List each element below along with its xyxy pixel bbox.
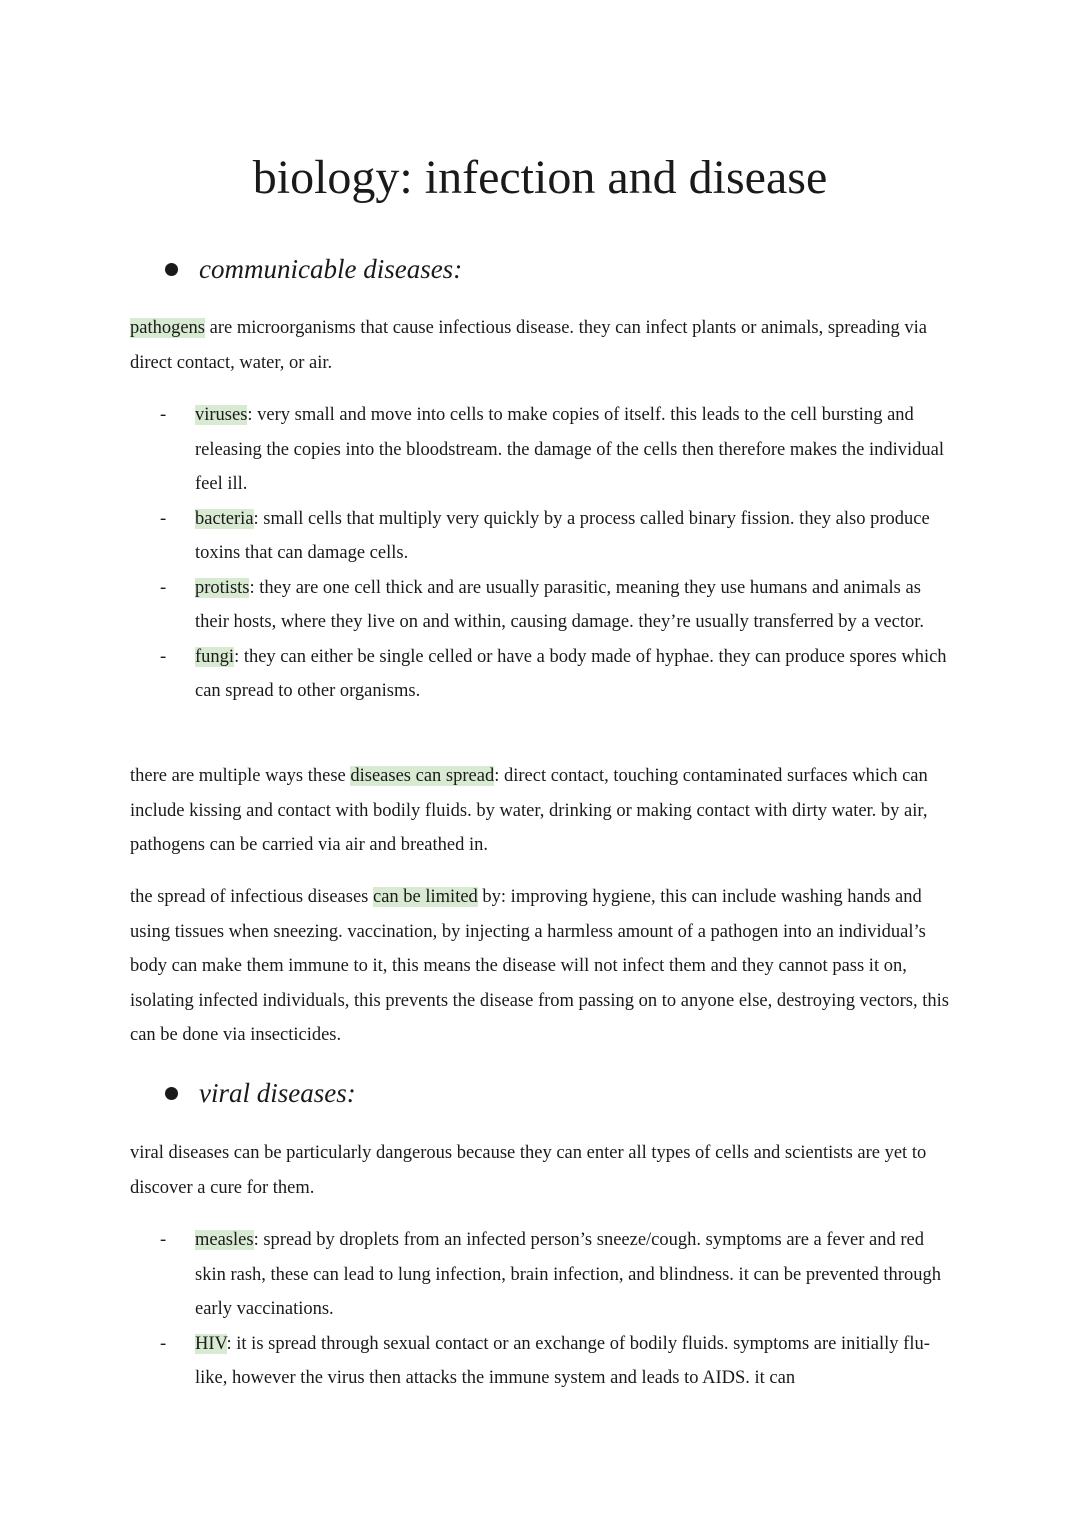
list-item-text: : very small and move into cells to make copies of itself. this leads to the cell bursting and releasing the copies into the bloodstream. the damage of the cells then therefore makes the individual feel ill. — [195, 405, 944, 494]
section-heading-label: viral diseases: — [199, 1078, 356, 1108]
list-item-text: : spread by droplets from an infected person’s sneeze/cough. symptoms are a fever and red skin rash, these can lead to lung infection, brain infection, and blindness. it can be prevented through early vaccinations. — [195, 1230, 941, 1319]
list-item-text: : they are one cell thick and are usually parasitic, meaning they use humans and animals as their hosts, where they live on and within, causing damage. they’re usually transferred by a vector. — [195, 577, 924, 632]
highlight-term: viruses — [195, 405, 248, 425]
paragraph-text: there are multiple ways these — [130, 766, 351, 786]
highlight-term: can be limited — [373, 887, 478, 907]
dash-marker: - — [160, 405, 167, 425]
section-heading-label: communicable diseases: — [199, 254, 463, 284]
highlight-term: diseases can spread — [350, 766, 495, 786]
highlight-term: fungi — [195, 646, 235, 667]
list-item — [160, 1327, 950, 1396]
list-item-text: : they can either be single celled or have a body made of hyphae. they can produce spores which can spread to other organisms. — [195, 646, 947, 701]
paragraph-text: the spread of infectious diseases — [130, 887, 373, 907]
highlight-term: pathogens — [130, 318, 206, 338]
pathogens-paragraph — [130, 311, 950, 380]
section-heading-communicable — [163, 252, 462, 286]
highlight-term: measles — [195, 1230, 254, 1250]
viral-intro-paragraph — [130, 1136, 950, 1205]
list-item — [160, 398, 950, 502]
highlight-term: bacteria — [195, 508, 254, 529]
spread-paragraph — [130, 759, 950, 863]
pathogen-types-list — [160, 398, 950, 709]
list-item — [160, 502, 950, 571]
list-item — [160, 640, 950, 709]
limit-paragraph — [130, 880, 950, 1053]
bullet-dot-icon — [165, 1087, 178, 1100]
paragraph-text: are microorganisms that cause infectious disease. they can infect plants or animals, spreading via direct contact, water, or air. — [130, 318, 927, 373]
dash-marker: - — [160, 508, 167, 529]
list-item-text: : it is spread through sexual contact or an exchange of bodily fluids. symptoms are initially flu-like, however the virus then attacks the immune system and leads to AIDS. it can — [195, 1333, 930, 1388]
page-title: biology: infection and disease — [252, 151, 828, 204]
bullet-dot-icon — [165, 263, 178, 276]
viral-diseases-list — [160, 1223, 950, 1396]
dash-marker: - — [160, 577, 167, 598]
paragraph-text: viral diseases can be particularly dangerous because they can enter all types of cells and scientists are yet to discover a cure for them. — [130, 1143, 927, 1198]
list-item — [160, 571, 950, 640]
list-item-text: : small cells that multiply very quickly by a process called binary fission. they also produce toxins that can damage cells. — [195, 508, 930, 563]
dash-marker: - — [160, 1333, 167, 1354]
highlight-term: protists — [195, 577, 250, 598]
paragraph-text: by: improving hygiene, this can include washing hands and using tissues when sneezing. vaccination, by injecting a harmless amount of a pathogen into an individual’s body can make them immune to it, this means the disease will not infect them and they cannot pass it on, isolating infected individuals, this prevents the disease from passing on to anyone else, destroying vectors, this can be done via insecticides. — [130, 887, 949, 1045]
dash-marker: - — [160, 646, 167, 667]
highlight-term: HIV — [195, 1333, 227, 1354]
section-heading-viral — [163, 1076, 356, 1110]
paragraph-text: : direct contact, touching contaminated surfaces which can include kissing and contact with bodily fluids. by water, drinking or making contact with dirty water. by air, pathogens can be carried via air and breathed in. — [130, 766, 928, 855]
dash-marker: - — [160, 1230, 167, 1250]
list-item — [160, 1223, 950, 1327]
